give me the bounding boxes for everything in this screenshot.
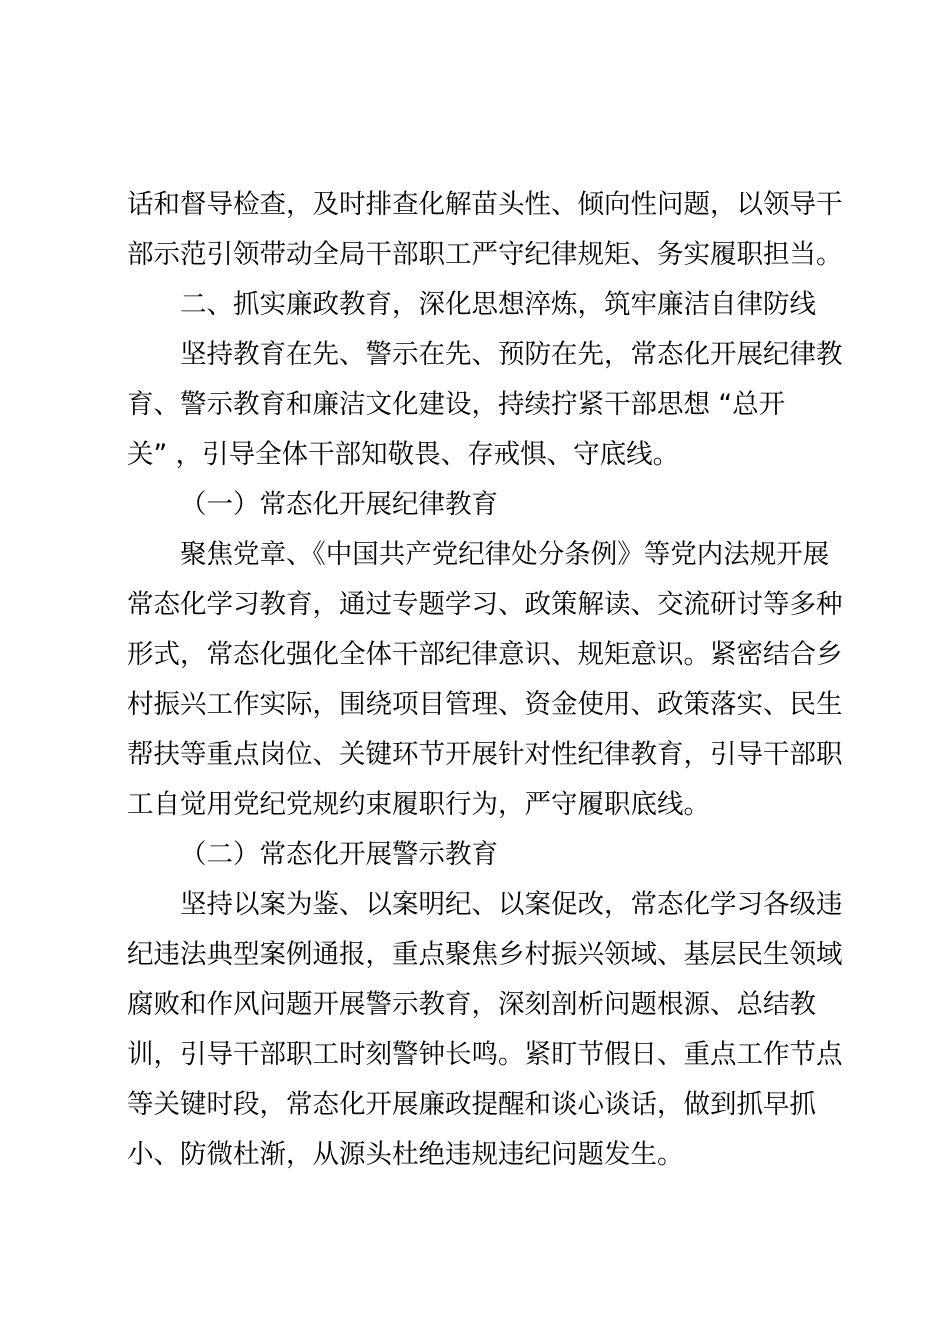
paragraph-line: 帮扶等重点岗位、关键环节开展针对性纪律教育，引导干部职 — [127, 739, 843, 770]
document-body — [127, 180, 843, 1180]
section-heading: 二、抓实廉政教育，深化思想淬炼，筑牢廉洁自律防线 — [180, 289, 816, 320]
paragraph-line: 坚持以案为鉴、以案明纪、以案促改，常态化学习各级违 — [180, 889, 843, 920]
paragraph-line: 部示范引领带动全局干部职工严守纪律规矩、务实履职担当。 — [127, 239, 843, 270]
paragraph-line: 育、警示教育和廉洁文化建设，持续拧紧干部思想 “总开 — [127, 389, 786, 420]
paragraph-line: 坚持教育在先、警示在先、预防在先，常态化开展纪律教 — [180, 339, 843, 370]
paragraph-line: 训，引导干部职工时刻警钟长鸣。紧盯节假日、重点工作节点 — [127, 1039, 843, 1070]
subsection-heading: （二）常态化开展警示教育 — [180, 839, 498, 870]
paragraph-line: 工自觉用党纪党规约束履职行为，严守履职底线。 — [127, 789, 710, 820]
paragraph-line: 话和督导检查，及时排查化解苗头性、倾向性问题，以领导干 — [127, 189, 843, 220]
paragraph-line: 小、防微杜渐，从源头杜绝违规违纪问题发生。 — [127, 1139, 684, 1170]
paragraph-line: 常态化学习教育，通过专题学习、政策解读、交流研讨等多种 — [127, 589, 843, 620]
paragraph-line: 纪违法典型案例通报，重点聚焦乡村振兴领域、基层民生领域 — [127, 939, 843, 970]
paragraph-line: 形式，常态化强化全体干部纪律意识、规矩意识。紧密结合乡 — [127, 639, 843, 670]
paragraph-line: 村振兴工作实际，围绕项目管理、资金使用、政策落实、民生 — [127, 689, 843, 720]
paragraph-line: 腐败和作风问题开展警示教育，深刻剖析问题根源、总结教 — [127, 989, 816, 1020]
paragraph-line: 等关键时段，常态化开展廉政提醒和谈心谈话，做到抓早抓 — [127, 1089, 816, 1120]
paragraph-line: 聚焦党章、《中国共产党纪律处分条例》等党内法规开展 — [180, 539, 830, 570]
subsection-heading: （一）常态化开展纪律教育 — [180, 489, 498, 520]
paragraph-line: 关” ，引导全体干部知敬畏、存戒惧、守底线。 — [127, 439, 680, 470]
